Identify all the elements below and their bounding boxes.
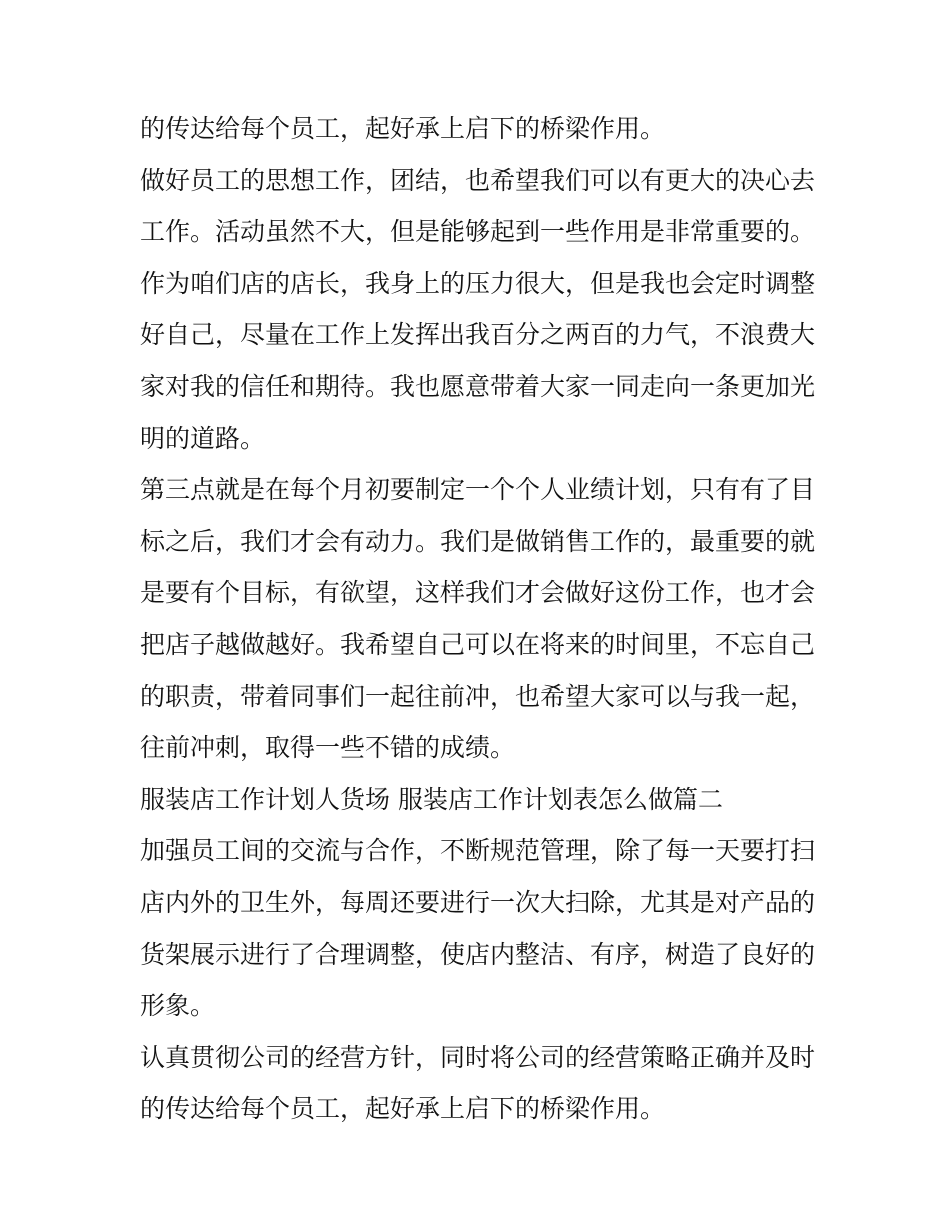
text-line: 好自己，尽量在工作上发挥出我百分之两百的力气，不浪费大 bbox=[140, 320, 816, 350]
text-line: 的传达给每个员工，起好承上启下的桥梁作用。 bbox=[140, 114, 666, 143]
text-line: 标之后，我们才会有动力。我们是做销售工作的，最重要的就 bbox=[140, 526, 816, 556]
text-line: 工作。活动虽然不大，但是能够起到一些作用是非常重要的。 bbox=[140, 217, 816, 247]
text-line: 明的道路。 bbox=[140, 423, 266, 453]
text-line: 形象。 bbox=[140, 991, 216, 1021]
text-line: 家对我的信任和期待。我也愿意带着大家一同走向一条更加光 bbox=[140, 371, 816, 401]
section-heading: 服装店工作计划人货场 服装店工作计划表怎么做篇二 bbox=[140, 784, 723, 814]
text-line: 货架展示进行了合理调整，使店内整洁、有序，树造了良好的 bbox=[140, 939, 816, 969]
text-line: 把店子越做越好。我希望自己可以在将来的时间里，不忘自己 bbox=[140, 629, 816, 659]
text-line: 认真贯彻公司的经营方针，同时将公司的经营策略正确并及时 bbox=[140, 1042, 816, 1072]
document-body bbox=[140, 103, 820, 1135]
text-line: 加强员工间的交流与合作，不断规范管理，除了每一天要打扫 bbox=[140, 836, 816, 866]
text-line: 店内外的卫生外，每周还要进行一次大扫除，尤其是对产品的 bbox=[140, 887, 816, 917]
text-line: 的传达给每个员工，起好承上启下的桥梁作用。 bbox=[140, 1094, 666, 1124]
text-line: 作为咱们店的店长，我身上的压力很大，但是我也会定时调整 bbox=[140, 268, 816, 298]
text-line: 往前冲刺，取得一些不错的成绩。 bbox=[140, 733, 516, 763]
text-line: 做好员工的思想工作，团结，也希望我们可以有更大的决心去 bbox=[140, 165, 816, 195]
text-line: 第三点就是在每个月初要制定一个个人业绩计划，只有有了目 bbox=[140, 475, 816, 505]
text-line: 是要有个目标，有欲望，这样我们才会做好这份工作，也才会 bbox=[140, 578, 816, 608]
text-line: 的职责，带着同事们一起往前冲，也希望大家可以与我一起， bbox=[140, 681, 816, 711]
